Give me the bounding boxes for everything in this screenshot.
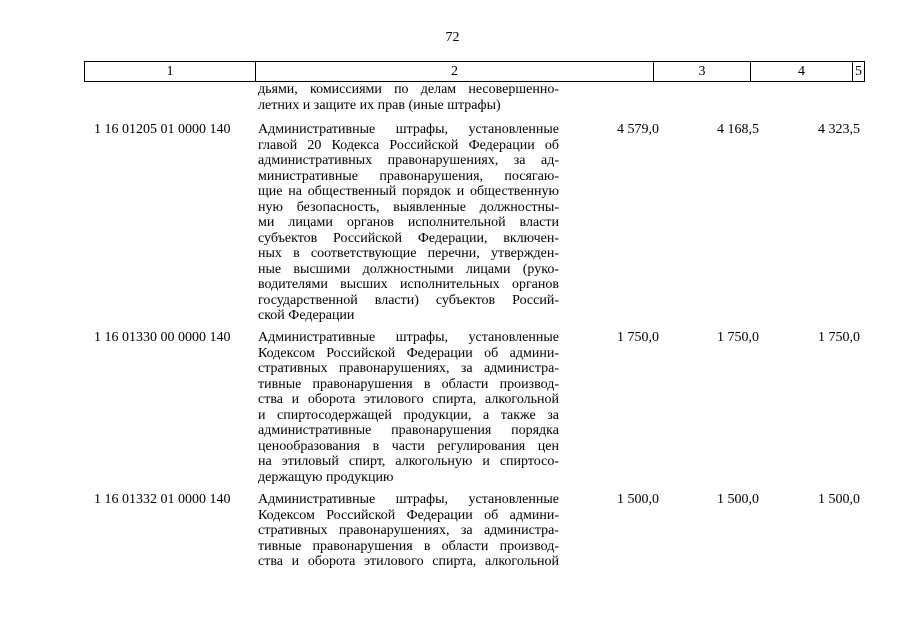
description-line: министративные правонарушения, посягаю- <box>258 168 559 184</box>
description-line: на этиловый спирт, алкогольную и спиртосо- <box>258 454 559 469</box>
description-line: стративных правонарушениях, за администра- <box>258 361 559 376</box>
column-header-1: 1 <box>166 64 174 79</box>
table-header <box>84 61 865 82</box>
description-line: ства и оборота этилового спирта, алкогольной <box>258 554 559 569</box>
description-line: административные правонарушения порядка <box>258 423 559 438</box>
description-line: стративных правонарушениях, за администра- <box>258 523 559 538</box>
description-line: тивные правонарушения в области производ- <box>258 376 559 392</box>
value-col-5: 1 500,0 <box>818 492 860 507</box>
description-line: Административные штрафы, установленные <box>258 492 559 507</box>
description-line: водителями высших исполнительных органов <box>258 277 559 292</box>
value-col-4: 1 750,0 <box>717 330 759 345</box>
description-line: летних и защите их прав (иные штрафы) <box>258 97 501 113</box>
description-line: административных правонарушениях, за ад- <box>258 153 559 168</box>
budget-code: 1 16 01330 00 0000 140 <box>94 330 231 345</box>
value-col-3: 1 500,0 <box>617 492 659 507</box>
row-description <box>258 492 559 570</box>
budget-code: 1 16 01332 01 0000 140 <box>94 492 231 507</box>
description-line: дьями, комиссиями по делам несовершенно- <box>258 82 559 97</box>
description-line: ской Федерации <box>258 308 355 323</box>
description-line: ства и оборота этилового спирта, алкогольной <box>258 392 559 407</box>
description-line: ценообразования в части регулирования цен <box>258 438 559 454</box>
description-line: и спиртосодержащей продукции, а также за <box>258 407 559 423</box>
column-header-5: 5 <box>852 62 864 81</box>
description-line: субъектов Российской Федерации, включен- <box>258 230 559 246</box>
row-description <box>258 122 559 324</box>
description-line: ную безопасность, выявленные должностны- <box>258 199 559 215</box>
description-line: Административные штрафы, установленные <box>258 122 559 137</box>
description-line: ные высшими должностными лицами (руко- <box>258 261 559 277</box>
value-col-5: 4 323,5 <box>818 122 860 137</box>
description-line: ных в соответствующие перечни, утвержден- <box>258 246 559 261</box>
column-header-2: 2 <box>255 62 653 81</box>
description-line: щие на общественный порядок и общественную <box>258 184 559 199</box>
value-col-3: 4 579,0 <box>617 122 659 137</box>
column-header-4: 4 <box>750 62 852 81</box>
column-header-3: 3 <box>653 62 750 81</box>
description-line: тивные правонарушения в области производ- <box>258 538 559 554</box>
value-col-5: 1 750,0 <box>818 330 860 345</box>
description-line: Кодексом Российской Федерации об админи- <box>258 507 559 523</box>
continuation-description <box>258 82 559 113</box>
value-col-3: 1 750,0 <box>617 330 659 345</box>
value-col-4: 1 500,0 <box>717 492 759 507</box>
description-line: государственной власти) субъектов Россий- <box>258 292 559 308</box>
description-line: Административные штрафы, установленные <box>258 330 559 345</box>
value-col-4: 4 168,5 <box>717 122 759 137</box>
row-description <box>258 330 559 485</box>
description-line: Кодексом Российской Федерации об админи- <box>258 345 559 361</box>
description-line: держащую продукцию <box>258 469 394 485</box>
description-line: ми лицами органов исполнительной власти <box>258 215 559 230</box>
page-number: 72 <box>445 30 460 45</box>
budget-code: 1 16 01205 01 0000 140 <box>94 122 231 137</box>
description-line: главой 20 Кодекса Российской Федерации об <box>258 137 559 153</box>
